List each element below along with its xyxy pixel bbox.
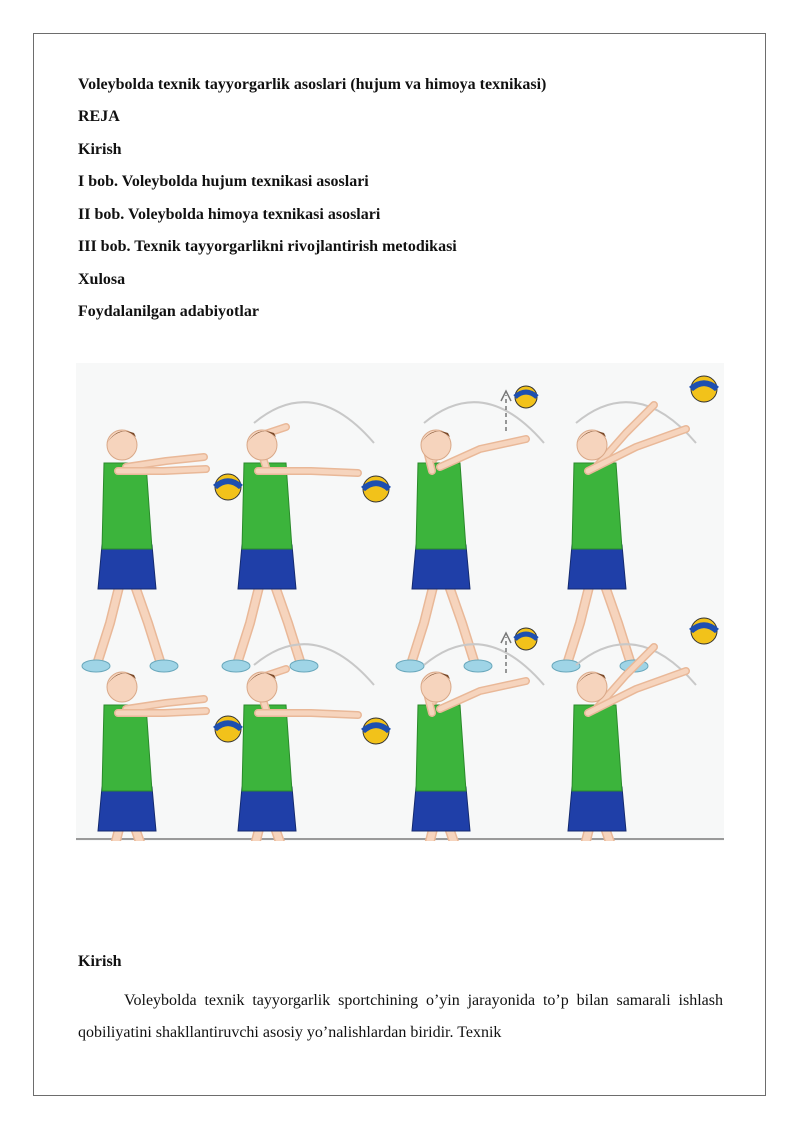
arm-back-r2c2-fill <box>258 713 358 715</box>
outline-reja: REJA <box>78 108 120 125</box>
arm-back-r1c1-fill <box>118 469 206 471</box>
right-shoe-r1c2 <box>290 660 318 672</box>
outline-chapter-2: II bob. Voleybolda himoya texnikasi asoslari <box>78 206 381 223</box>
shorts-r1c4 <box>568 545 626 589</box>
arm-back-r1c2-fill <box>258 471 358 473</box>
left-shoe-r1c3 <box>396 660 424 672</box>
arm-back-r2c1-fill <box>118 711 206 713</box>
illustration-canvas <box>76 363 724 841</box>
head-r1c4 <box>577 430 607 460</box>
section-heading: Kirish <box>78 953 122 970</box>
outline-chapter-1: I bob. Voleybolda hujum texnikasi asoslari <box>78 173 369 190</box>
shirt-r1c1 <box>102 463 152 549</box>
shorts-r1c2 <box>238 545 296 589</box>
shorts-r1c3 <box>412 545 470 589</box>
head-r1c1 <box>107 430 137 460</box>
left-shoe-r1c1 <box>82 660 110 672</box>
shirt-r2c3 <box>416 705 466 791</box>
head-r1c3 <box>421 430 451 460</box>
shorts-r2c4 <box>568 787 626 831</box>
shirt-r1c2 <box>242 463 292 549</box>
shirt-r2c1 <box>102 705 152 791</box>
left-shoe-r1c4 <box>552 660 580 672</box>
head-r2c2 <box>247 672 277 702</box>
outline-references: Foydalanilgan adabiyotlar <box>78 303 259 320</box>
right-shoe-r1c3 <box>464 660 492 672</box>
head-r2c1 <box>107 672 137 702</box>
shirt-r2c2 <box>242 705 292 791</box>
outline-kirish: Kirish <box>78 141 122 158</box>
left-shoe-r1c2 <box>222 660 250 672</box>
shirt-r1c4 <box>572 463 622 549</box>
volleyball-serve-illustration <box>76 363 724 841</box>
shorts-r2c3 <box>412 787 470 831</box>
right-shoe-r1c1 <box>150 660 178 672</box>
shorts-r2c2 <box>238 787 296 831</box>
shirt-r1c3 <box>416 463 466 549</box>
shorts-r1c1 <box>98 545 156 589</box>
document-title: Voleybolda texnik tayyorgarlik asoslari (hujum va himoya texnikasi) <box>78 76 547 93</box>
head-r1c2 <box>247 430 277 460</box>
outline-conclusion: Xulosa <box>78 271 126 288</box>
intro-paragraph: Voleybolda texnik tayyorgarlik sportchining o’yin jarayonida to’p bilan samarali ishlash qobiliyatini shakllantiruvchi asosiy yo’nalishlardan biridir. Texnik <box>78 992 723 1041</box>
head-r2c4 <box>577 672 607 702</box>
head-r2c3 <box>421 672 451 702</box>
shirt-r2c4 <box>572 705 622 791</box>
outline-chapter-3: III bob. Texnik tayyorgarlikni rivojlantirish metodikasi <box>78 238 457 255</box>
shorts-r2c1 <box>98 787 156 831</box>
